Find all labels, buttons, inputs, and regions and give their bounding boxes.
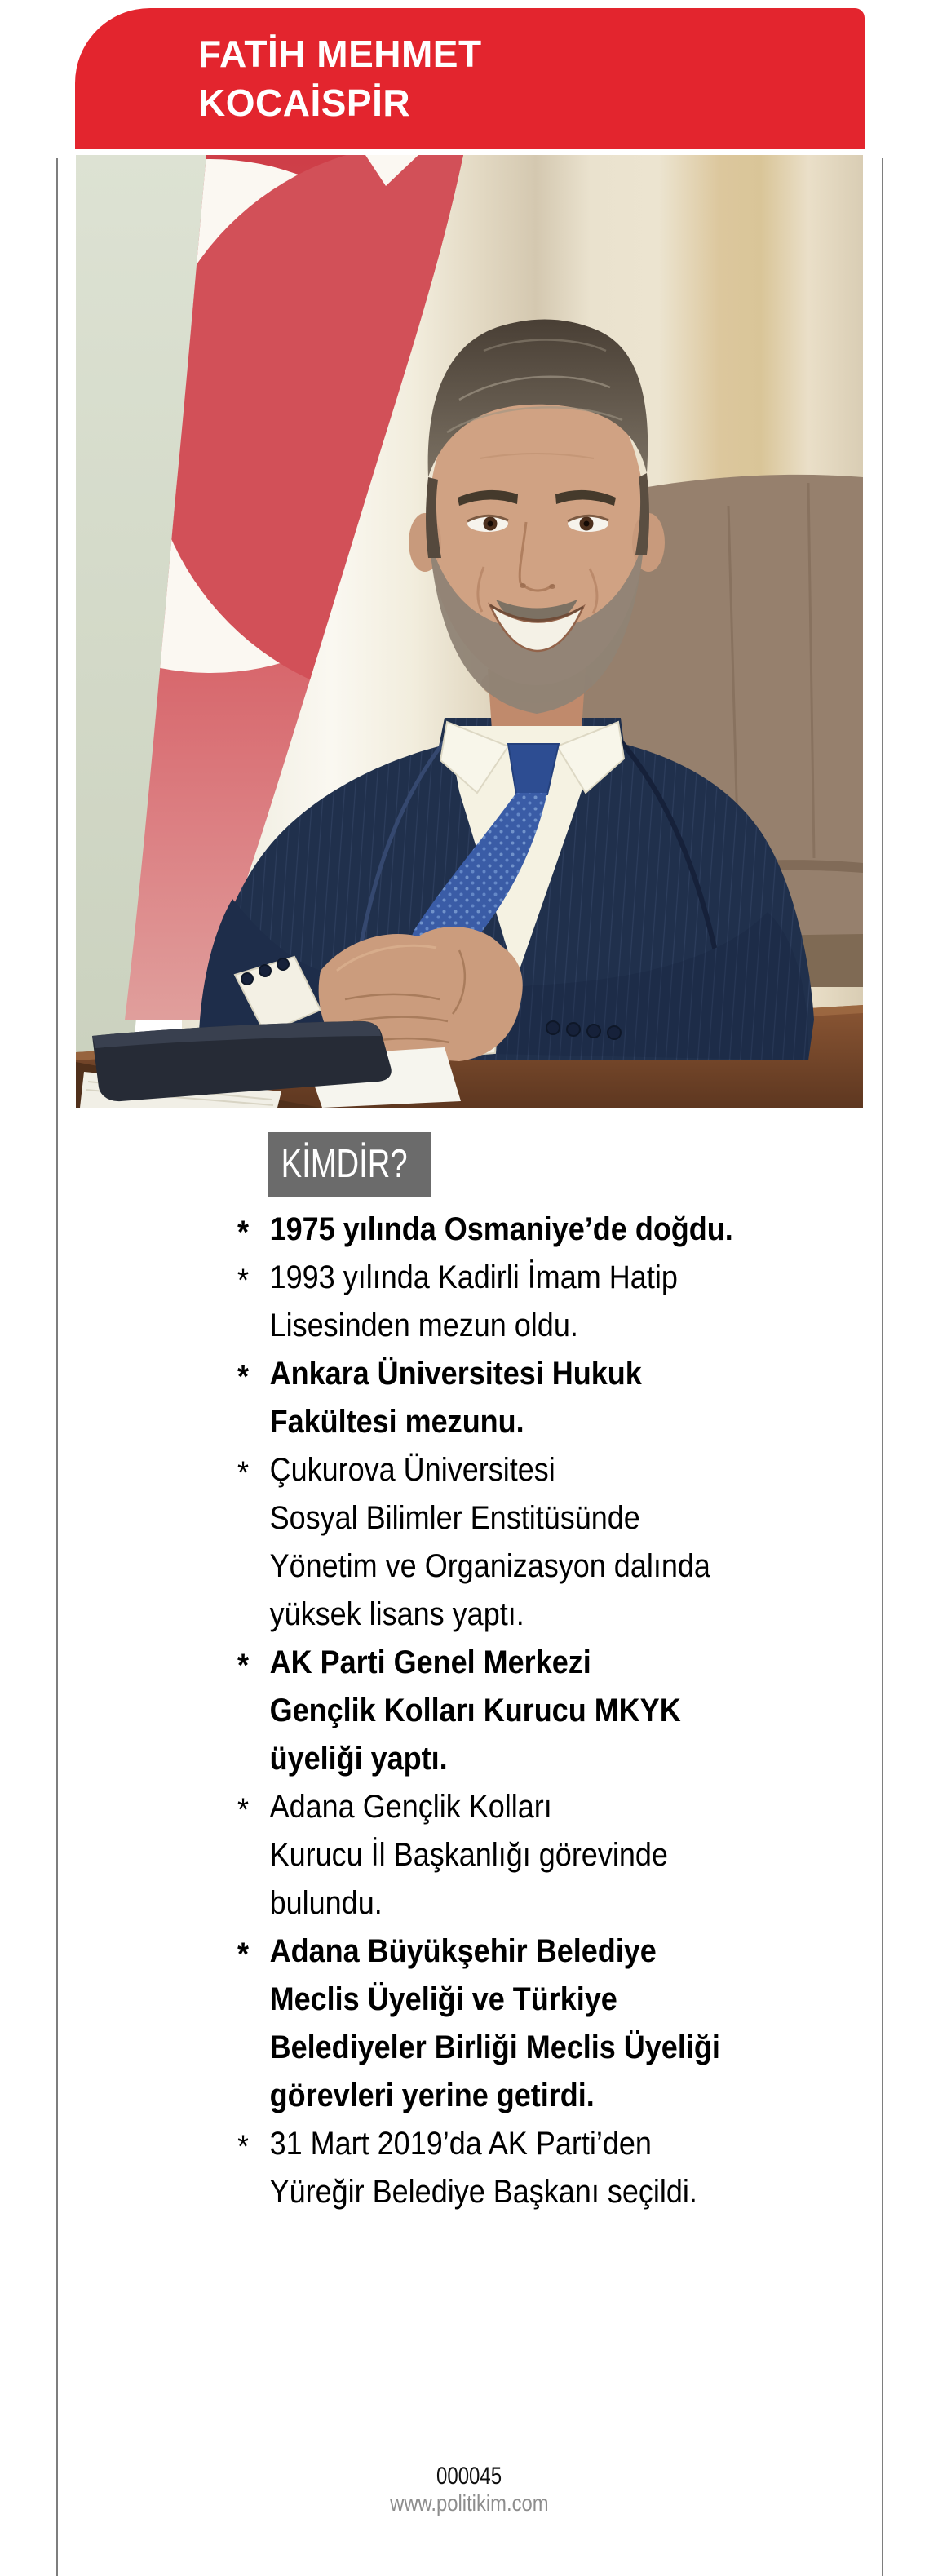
- bullet-asterisk: *: [237, 2129, 250, 2165]
- bullet-asterisk: *: [237, 1359, 250, 1395]
- eye-right: [568, 516, 608, 532]
- bio-line: [237, 1879, 854, 1928]
- bio-line: [237, 1302, 854, 1350]
- kimdir-label: KİMDİR?: [281, 1142, 408, 1186]
- biography-list: [237, 1206, 854, 2216]
- bio-text: Yüreğir Belediye Başkanı seçildi.: [269, 2174, 697, 2210]
- bio-text: Ankara Üniversitesi Hukuk: [269, 1356, 642, 1392]
- bio-text: yüksek lisans yaptı.: [269, 1596, 524, 1632]
- bio-text: Fakültesi mezunu.: [269, 1404, 524, 1440]
- bullet-asterisk: *: [237, 1455, 250, 1491]
- bullet-asterisk: *: [237, 1936, 250, 1972]
- bio-text: Adana Büyükşehir Belediye: [269, 1933, 657, 1969]
- portrait-photo-illustration: [76, 155, 863, 1108]
- bio-text: Lisesinden mezun oldu.: [269, 1308, 578, 1343]
- footer-code-value: 000045: [436, 2463, 502, 2490]
- bio-line: [237, 1543, 854, 1591]
- bio-line: [237, 1928, 854, 1976]
- bio-line: [237, 1494, 854, 1543]
- bio-line: [237, 1206, 854, 1254]
- bullet-asterisk: *: [237, 1215, 250, 1250]
- bio-text: Gençlik Kolları Kurucu MKYK: [269, 1693, 681, 1728]
- bio-text: Adana Gençlik Kolları: [269, 1789, 552, 1825]
- bio-line: [237, 1831, 854, 1879]
- bio-text: üyeliği yaptı.: [269, 1741, 448, 1777]
- bio-line: [237, 2120, 854, 2168]
- bio-line: [237, 1783, 854, 1831]
- bio-line: [237, 2072, 854, 2120]
- frame-line-right: [882, 158, 883, 2576]
- portrait-photo: [76, 155, 863, 1108]
- bio-text: Kurucu İl Başkanlığı görevinde: [269, 1837, 668, 1873]
- bio-line: [237, 1591, 854, 1639]
- bullet-asterisk: *: [237, 1263, 250, 1299]
- bio-text: 1993 yılında Kadirli İmam Hatip: [269, 1259, 678, 1295]
- bio-text: Yönetim ve Organizasyon dalında: [269, 1548, 710, 1584]
- kimdir-heading: [268, 1132, 431, 1197]
- bio-line: [237, 1398, 854, 1446]
- header-banner: [75, 8, 865, 149]
- bio-line: [237, 1350, 854, 1398]
- bio-text: Çukurova Üniversitesi: [269, 1452, 555, 1488]
- footer-website-value: www.politikim.com: [389, 2490, 549, 2516]
- bullet-asterisk: *: [237, 1792, 250, 1828]
- bio-line: [237, 1639, 854, 1687]
- bio-line: [237, 2024, 854, 2072]
- bio-line: [237, 1446, 854, 1494]
- footer-code: [0, 2463, 938, 2490]
- bullet-asterisk: *: [237, 1648, 250, 1684]
- person-name-line1: FATİH MEHMET: [198, 33, 482, 75]
- bio-text: bulundu.: [269, 1885, 383, 1921]
- bio-text: AK Parti Genel Merkezi: [269, 1644, 591, 1680]
- bio-line: [237, 1735, 854, 1783]
- bio-text: Meclis Üyeliği ve Türkiye: [269, 1981, 617, 2017]
- bio-text: 1975 yılında Osmaniye’de doğdu.: [269, 1211, 733, 1247]
- bio-text: 31 Mart 2019’da AK Parti’den: [269, 2126, 652, 2162]
- bio-line: [237, 1687, 854, 1735]
- bio-text: Sosyal Bilimler Enstitüsünde: [269, 1500, 640, 1536]
- frame-line-left: [56, 158, 58, 2576]
- person-name-line2: KOCAİSPİR: [198, 82, 411, 124]
- bio-line: [237, 2168, 854, 2216]
- bio-line: [237, 1976, 854, 2024]
- bio-line: [237, 1254, 854, 1302]
- bio-text: Belediyeler Birliği Meclis Üyeliği: [269, 2029, 720, 2065]
- eye-left: [467, 516, 508, 532]
- footer-website: [0, 2491, 938, 2516]
- bio-text: görevleri yerine getirdi.: [269, 2078, 595, 2113]
